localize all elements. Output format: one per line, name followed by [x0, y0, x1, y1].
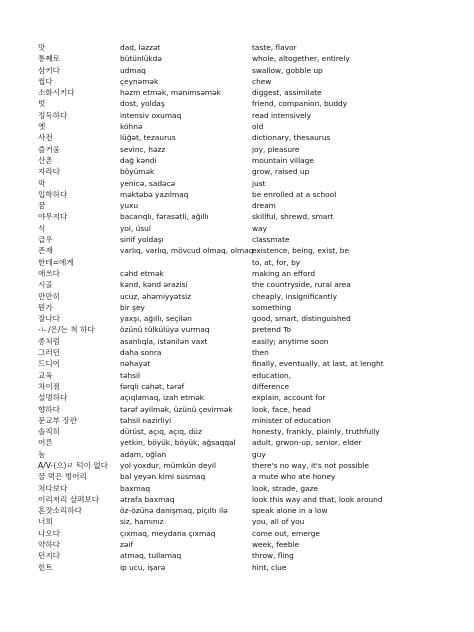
vocab-row — [38, 87, 458, 98]
azerbaijani-translation: sevinc, həzz — [120, 144, 166, 154]
korean-term: 던지다 — [38, 551, 61, 561]
english-translation: whole, altogether, entirely — [252, 54, 350, 64]
azerbaijani-translation: dağ kəndi — [120, 155, 157, 165]
vocab-row — [38, 415, 458, 426]
vocab-row — [38, 132, 458, 143]
azerbaijani-translation: baxmaq — [120, 483, 151, 493]
azerbaijani-translation: siz, hamınız — [120, 517, 164, 527]
english-translation: finally, eventually, at last, at lenght — [252, 359, 384, 369]
korean-term: 막 — [38, 178, 46, 188]
vocab-row — [38, 302, 458, 313]
vocab-row — [38, 324, 458, 335]
vocab-row — [38, 494, 458, 505]
azerbaijani-translation: köhnə — [120, 122, 143, 132]
korean-term: 즐거움 — [38, 144, 61, 154]
azerbaijani-translation: nəhayət — [120, 359, 151, 369]
korean-term: 통째로 — [38, 54, 61, 64]
vocab-row — [38, 426, 458, 437]
english-translation: existence, being, exist, be — [252, 246, 350, 256]
korean-term: 씹다 — [38, 76, 53, 86]
azerbaijani-translation: öz-özünə danışmaq, piçıltı ilə — [120, 506, 228, 516]
korean-term: 쳐다보다 — [38, 483, 68, 493]
english-translation: swallow, gobble up — [252, 65, 323, 75]
english-translation: mountain village — [252, 155, 314, 165]
english-translation: good, smart, distinguished — [252, 314, 351, 324]
korean-term: 옛 — [38, 122, 46, 132]
azerbaijani-translation: təhsil — [120, 370, 141, 380]
vocab-row — [38, 381, 458, 392]
english-translation: difference — [252, 381, 290, 391]
vocab-row — [38, 516, 458, 527]
korean-term: 이리저리 살펴보다 — [38, 494, 100, 504]
korean-term: 꿈 — [38, 201, 46, 211]
english-translation: guy — [252, 449, 266, 459]
english-translation: explain, account for — [252, 393, 326, 403]
vocab-row — [38, 437, 458, 448]
azerbaijani-translation: daha sonra — [120, 348, 162, 358]
english-translation: to, at, for, by — [252, 257, 301, 267]
english-translation: taste, flavor — [252, 43, 297, 52]
vocab-row — [38, 370, 458, 381]
vocab-row — [38, 76, 458, 87]
korean-term: 소화시키다 — [38, 88, 75, 98]
vocab-row — [38, 392, 458, 403]
vocab-row — [38, 98, 458, 109]
vocab-row — [38, 121, 458, 132]
azerbaijani-translation: adam, oğlan — [120, 449, 167, 459]
korean-term: 삼키다 — [38, 65, 61, 75]
azerbaijani-translation: yol, üsul — [120, 223, 151, 233]
english-translation: week, feeble — [252, 540, 300, 550]
vocab-row — [38, 313, 458, 324]
vocab-row — [38, 53, 458, 64]
english-translation: the countryside, rural area — [252, 280, 351, 290]
vocab-row — [38, 234, 458, 245]
vocab-row — [38, 505, 458, 516]
english-translation: be enrolled at a school — [252, 189, 337, 199]
korean-term: 벗 — [38, 99, 46, 109]
korean-term: 시골 — [38, 280, 53, 290]
english-translation: grow, raised up — [252, 167, 310, 177]
korean-term: 정독하다 — [38, 110, 68, 120]
azerbaijani-translation: dost, yoldaş — [120, 99, 165, 109]
korean-term: 사전 — [38, 133, 53, 143]
vocab-row — [38, 528, 458, 539]
vocab-row — [38, 358, 458, 369]
azerbaijani-translation: bir şey — [120, 302, 145, 312]
azerbaijani-translation: tərəf əyilmək, üzünü çevirmək — [120, 404, 233, 414]
english-translation: read intensively — [252, 110, 312, 120]
english-translation: dream — [252, 201, 276, 211]
vocab-row — [38, 189, 458, 200]
vocab-row — [38, 42, 458, 53]
azerbaijani-translation: dürüst, açıq, açıq, düz — [120, 427, 202, 437]
korean-term: 드디어 — [38, 359, 61, 369]
azerbaijani-translation: yenicə, sadəcə — [120, 178, 176, 188]
korean-term: 맛 — [38, 43, 46, 52]
english-translation: easily; anytime soon — [252, 336, 329, 346]
english-translation: skillful, shrewd, smart — [252, 212, 334, 222]
azerbaijani-translation: yetkin, böyük, böyük, ağsaqqal — [120, 438, 236, 448]
korean-term: 문교부 장관 — [38, 415, 78, 425]
vocab-row — [38, 460, 458, 471]
vocab-row — [38, 178, 458, 189]
english-translation: old — [252, 122, 264, 132]
vocab-row — [38, 110, 458, 121]
korean-term: 한테=에게 — [38, 257, 74, 267]
vocab-row — [38, 200, 458, 211]
korean-term: 잘나다 — [38, 314, 61, 324]
korean-term: 급우 — [38, 235, 53, 245]
vocab-row — [38, 223, 458, 234]
azerbaijani-translation: bütünlükdə — [120, 54, 162, 64]
vocab-row — [38, 279, 458, 290]
vocabulary-table — [38, 42, 458, 573]
vocab-row — [38, 471, 458, 482]
english-translation: look, strade, gaze — [252, 483, 318, 493]
korean-term: 어른 — [38, 438, 53, 448]
azerbaijani-translation: sinif yoldaşı — [120, 235, 164, 245]
azerbaijani-translation: təhsil nazirliyi — [120, 415, 172, 425]
english-translation: minister of education — [252, 415, 331, 425]
english-translation: look this way and that, look around — [252, 494, 383, 504]
korean-term: 꿀 먹은 벙어리 — [38, 472, 87, 482]
english-translation: a mute who ate honey — [252, 472, 336, 482]
english-translation: cheaply, insignificantly — [252, 291, 337, 301]
azerbaijani-translation: açıqlamaq, izah etmək — [120, 393, 205, 403]
vocab-row — [38, 257, 458, 268]
azerbaijani-translation: ip ucu, işarə — [120, 562, 166, 572]
vocab-row — [38, 483, 458, 494]
azerbaijani-translation: bacarıqlı, fərasətli, ağıllı — [120, 212, 209, 222]
azerbaijani-translation: lüğət, tezaurus — [120, 133, 176, 143]
korean-term: 산촌 — [38, 155, 53, 165]
vocab-row — [38, 144, 458, 155]
korean-term: 너희 — [38, 517, 53, 527]
english-translation: diggest, assimilate — [252, 88, 322, 98]
vocab-row — [38, 211, 458, 222]
vocab-row — [38, 268, 458, 279]
english-translation: chew — [252, 76, 272, 86]
azerbaijani-translation: çeynəmək — [120, 76, 159, 86]
korean-term: 설명하다 — [38, 393, 68, 403]
korean-term: 놈 — [38, 449, 46, 459]
azerbaijani-translation: asanlıqla, istənilən vaxt — [120, 336, 208, 346]
azerbaijani-translation: ucuz, əhəmiyyətsiz — [120, 291, 192, 301]
vocab-row — [38, 336, 458, 347]
english-translation: there's no way, it's not possible — [252, 460, 369, 470]
korean-term: 나오다 — [38, 528, 61, 538]
azerbaijani-translation: ətrafa baxmaq — [120, 494, 175, 504]
english-translation: way — [252, 223, 267, 233]
azerbaijani-translation: yuxu — [120, 201, 139, 211]
english-translation: making an efford — [252, 268, 316, 278]
azerbaijani-translation: bal yeyən kimi susmaq — [120, 472, 206, 482]
english-translation: speak alone in a low — [252, 506, 328, 516]
english-translation: joy, pleasure — [252, 144, 300, 154]
english-translation: look, face, head — [252, 404, 311, 414]
english-translation: honesty, frankly, plainly, truthfully — [252, 427, 380, 437]
korean-term: 혼잣소리하다 — [38, 506, 83, 516]
vocab-row — [38, 166, 458, 177]
korean-term: 존재 — [38, 246, 53, 256]
korean-term: A/V-(으)ㄹ 턱이 없다 — [38, 460, 109, 470]
azerbaijani-translation: zəif — [120, 540, 134, 550]
korean-term: 차이점 — [38, 381, 61, 391]
korean-term: 야무지다 — [38, 212, 68, 222]
azerbaijani-translation: kənd, kənd ərazisi — [120, 280, 188, 290]
vocab-row — [38, 155, 458, 166]
azerbaijani-translation: həzm etmək, mənimsəmək — [120, 88, 221, 98]
azerbaijani-translation: cəhd etmək — [120, 268, 164, 278]
azerbaijani-translation: yaxşı, ağıllı, seçilən — [120, 314, 192, 324]
azerbaijani-translation — [120, 257, 252, 268]
azerbaijani-translation: məktəbə yazılmaq — [120, 189, 189, 199]
english-translation: friend, companion, buddy — [252, 99, 348, 109]
english-translation: pretend To — [252, 325, 292, 335]
korean-term: 입학하다 — [38, 189, 68, 199]
azerbaijani-translation: dad, ləzzət — [120, 43, 161, 52]
korean-term: 종처럼 — [38, 336, 61, 346]
korean-term: -ㄴ/은/는 척 하다 — [38, 325, 95, 335]
vocab-row — [38, 245, 458, 256]
azerbaijani-translation: çıxmaq, meydana çıxmaq — [120, 528, 216, 538]
english-translation: throw, fling — [252, 551, 294, 561]
korean-term: 교육 — [38, 370, 53, 380]
azerbaijani-translation: intensiv oxumaq — [120, 110, 182, 120]
vocab-row — [38, 404, 458, 415]
english-translation: then — [252, 348, 269, 358]
english-translation: education, — [252, 370, 292, 380]
azerbaijani-translation: fərqli cəhət, tərəf — [120, 381, 185, 391]
english-translation: something — [252, 302, 292, 312]
english-translation: classmate — [252, 235, 290, 245]
vocab-row — [38, 347, 458, 358]
korean-term: 향하다 — [38, 404, 61, 414]
english-translation: come out, emerge — [252, 528, 320, 538]
korean-term: 자라다 — [38, 167, 61, 177]
vocab-row — [38, 539, 458, 550]
korean-term: 그러던 — [38, 348, 61, 358]
english-translation: just — [252, 178, 266, 188]
vocab-row — [38, 65, 458, 76]
azerbaijani-translation: varlıq, varlıq, mövcud olmaq, olmaq — [120, 246, 254, 256]
vocab-row — [38, 562, 458, 573]
korean-term: 만만히 — [38, 291, 61, 301]
korean-term: 힌트 — [38, 562, 53, 572]
english-translation: dictionary, thesaurus — [252, 133, 331, 143]
azerbaijani-translation: böyümək — [120, 167, 155, 177]
azerbaijani-translation: yol yoxdur, mümkün deyil — [120, 460, 217, 470]
azerbaijani-translation: özünü tülkülüyə vurmaq — [120, 325, 210, 335]
korean-term: 식 — [38, 223, 46, 233]
english-translation: hint, clue — [252, 562, 287, 572]
vocab-row — [38, 291, 458, 302]
vocab-row — [38, 449, 458, 460]
english-translation: you, all of you — [252, 517, 305, 527]
korean-term: 애쓰다 — [38, 268, 61, 278]
english-translation: adult, grwon-up, senior, elder — [252, 438, 362, 448]
azerbaijani-translation: udmaq — [120, 65, 146, 75]
korean-term: 약하다 — [38, 540, 61, 550]
korean-term: 뭔가 — [38, 302, 53, 312]
vocab-row — [38, 550, 458, 561]
azerbaijani-translation: atmaq, tullamaq — [120, 551, 182, 561]
korean-term: 솔직히 — [38, 427, 61, 437]
